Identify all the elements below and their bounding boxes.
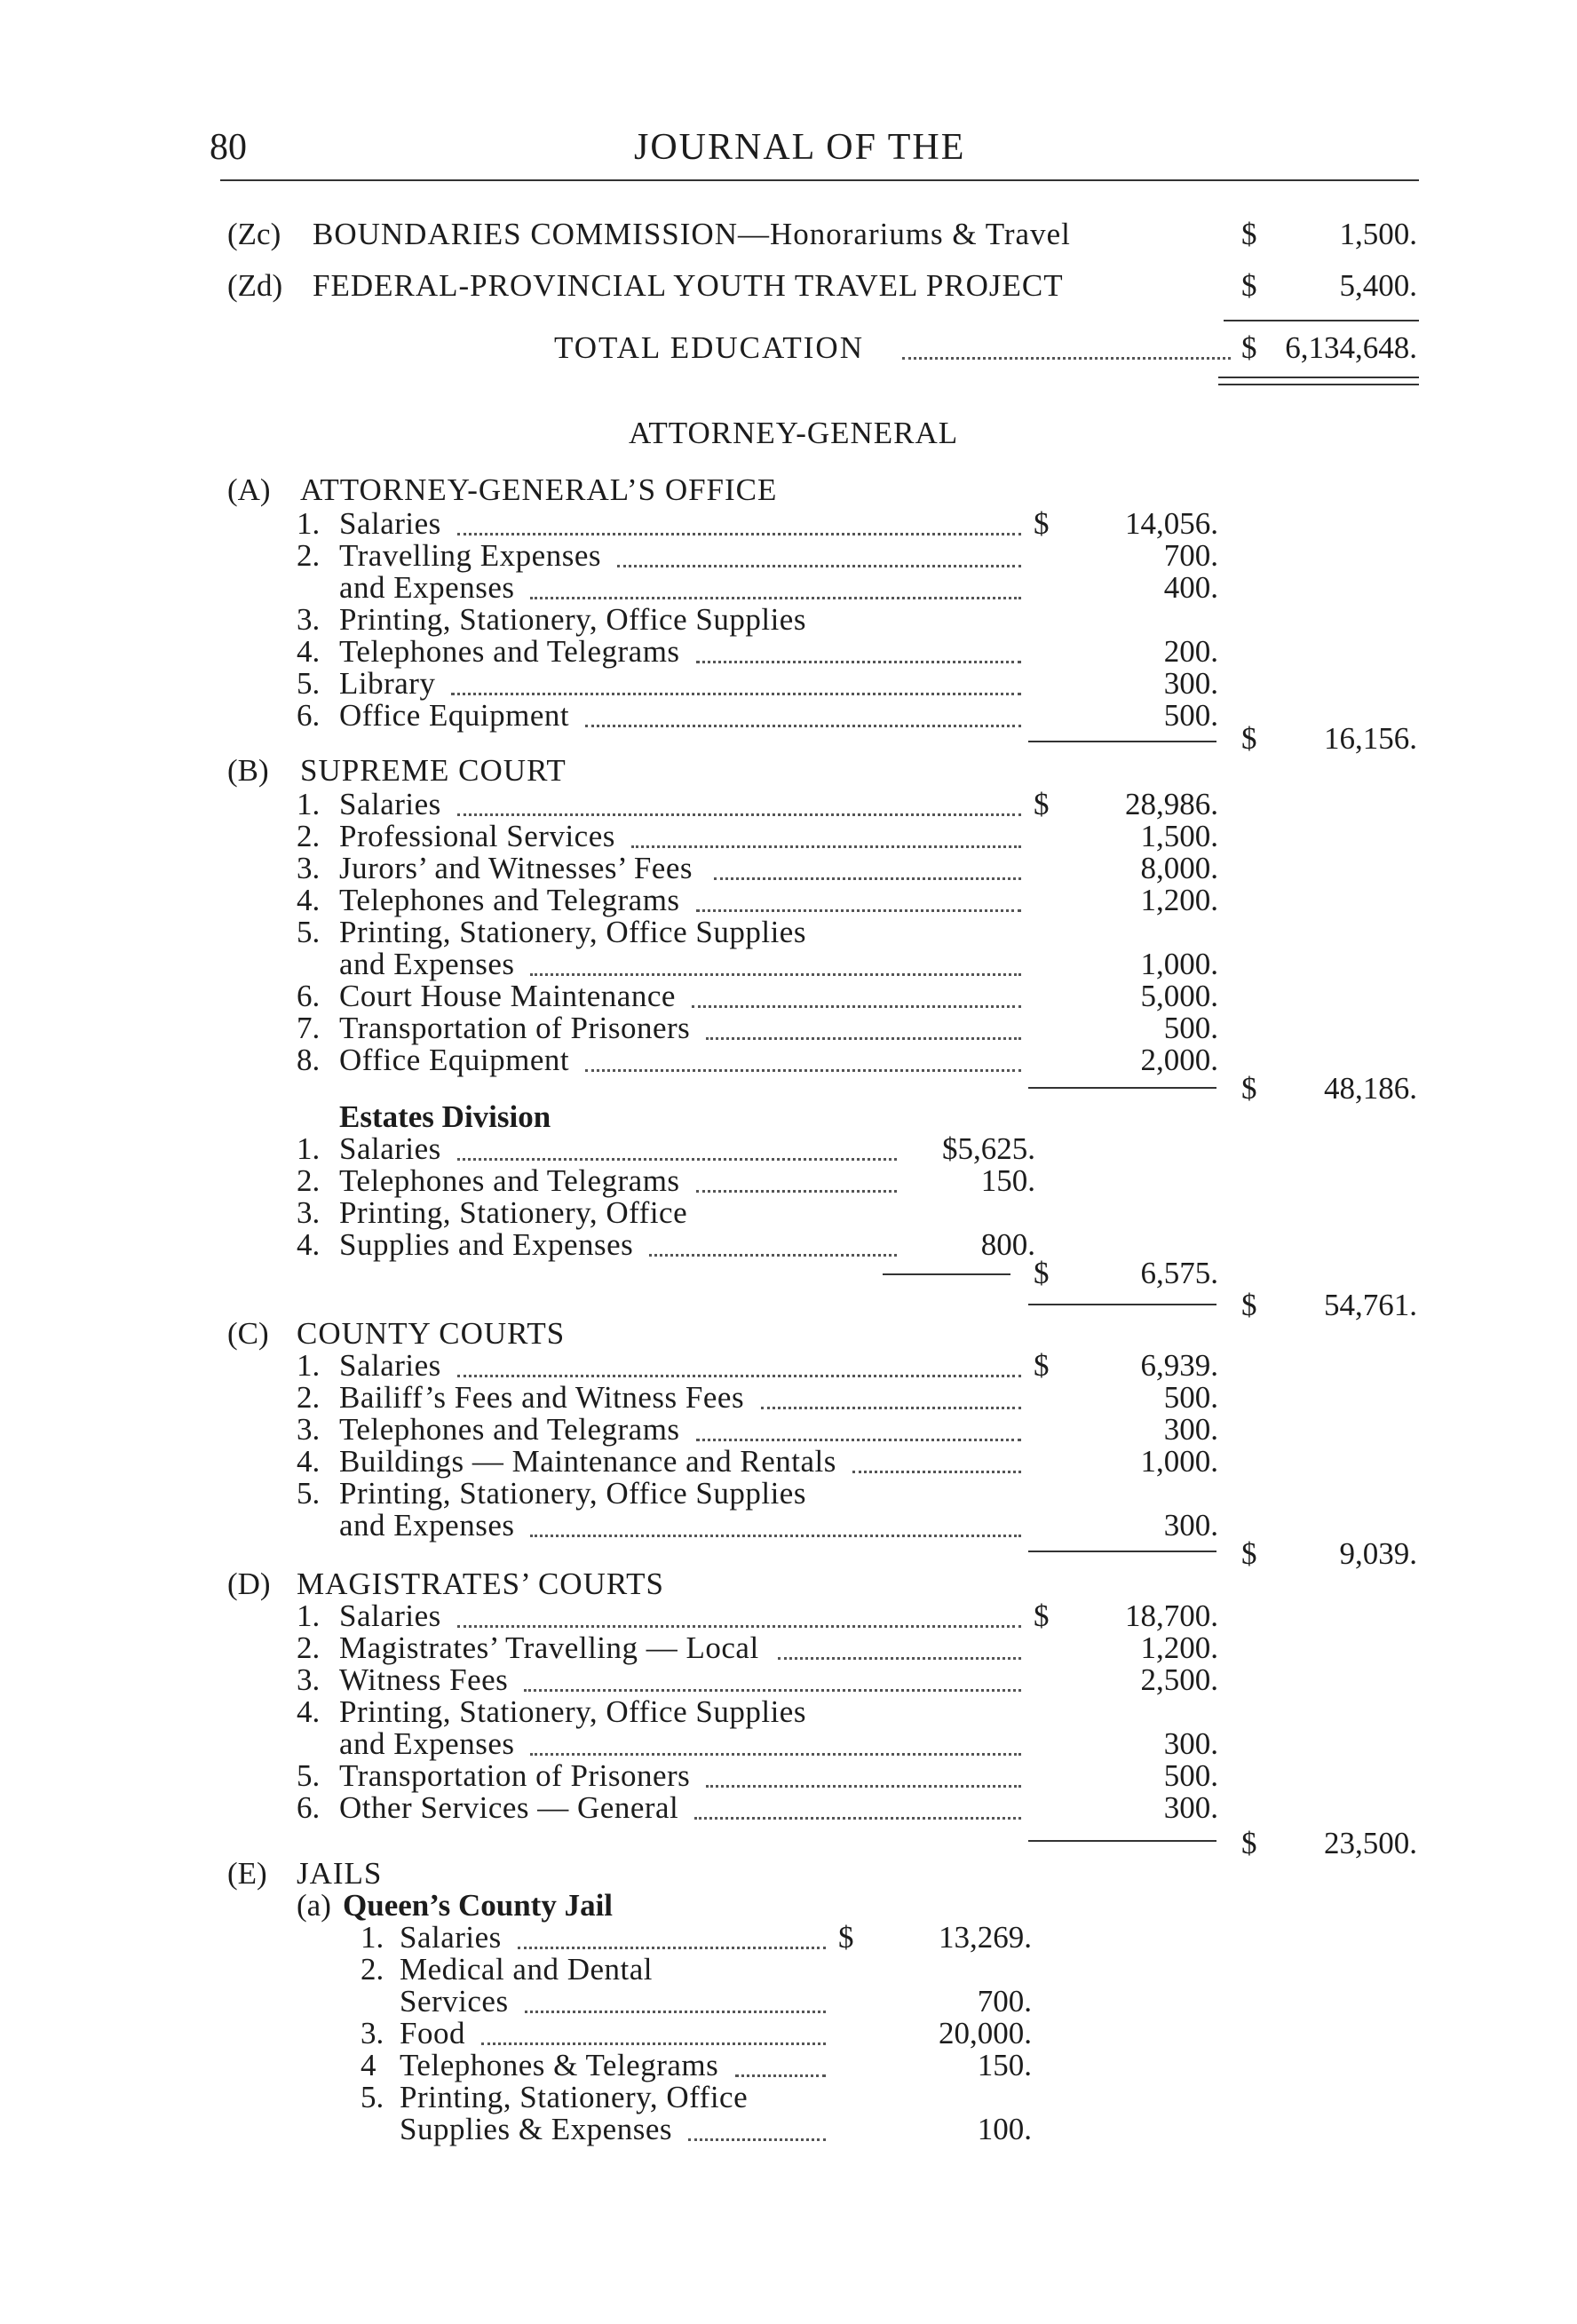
dot-leader	[457, 1375, 1021, 1377]
line-item-amount: 1,000.	[1140, 1444, 1218, 1479]
header-rule	[220, 179, 1419, 181]
line-item-amount: 300.	[1163, 1508, 1218, 1543]
currency-sign: $	[1034, 787, 1050, 821]
section-heading: SUPREME COURT	[300, 753, 567, 788]
line-item-amount: 1,000.	[1140, 947, 1218, 981]
line-item-number: 4.	[297, 634, 321, 669]
line-item-label: Supplies and Expenses	[339, 1227, 634, 1262]
line-item-label: Transportation of Prisoners	[339, 1758, 691, 1793]
dot-leader	[761, 1407, 1021, 1409]
line-item-amount: 700.	[977, 1984, 1032, 2019]
line-item-label: Telephones and Telegrams	[339, 1163, 680, 1198]
line-item-amount: 500.	[1163, 1758, 1218, 1793]
subsection-heading: Queen’s County Jail	[343, 1888, 614, 1923]
line-item-number: 3.	[361, 2016, 384, 2050]
section-total: 48,186.	[1324, 1071, 1417, 1106]
line-item-number: 3.	[297, 1412, 321, 1447]
line-item-label-cont: and Expenses	[339, 947, 515, 981]
dot-leader	[692, 1005, 1021, 1008]
dot-leader	[585, 725, 1021, 727]
line-item-label: Telephones & Telegrams	[400, 2048, 719, 2082]
education-total-rule	[1224, 320, 1419, 321]
line-item-label: Printing, Stationery, Office	[339, 1195, 688, 1230]
page-number: 80	[210, 127, 247, 168]
line-item-number: 4	[361, 2048, 376, 2082]
section-code: (E)	[227, 1856, 267, 1891]
line-item-number: 4.	[297, 1444, 321, 1479]
supreme-court-grand-total: 54,761.	[1324, 1288, 1417, 1322]
line-item-number: 3.	[297, 851, 321, 885]
currency-sign: $	[1034, 1598, 1050, 1633]
line-item-amount: 150.	[980, 1163, 1035, 1198]
dot-leader	[451, 693, 1021, 695]
line-item-label: Witness Fees	[339, 1662, 509, 1697]
line-item-amount: 8,000.	[1140, 851, 1218, 885]
line-item-number: 2.	[297, 819, 321, 853]
dot-leader	[778, 1657, 1021, 1660]
currency-sign: $	[1034, 1348, 1050, 1383]
line-item-number: 4.	[297, 883, 321, 917]
line-item-amount: 150.	[977, 2048, 1032, 2082]
dot-leader	[696, 1439, 1021, 1441]
line-item-amount: 6,939.	[1140, 1348, 1218, 1383]
section-title: ATTORNEY-GENERAL	[629, 416, 959, 450]
dot-leader	[694, 1817, 1021, 1820]
line-item-label: Printing, Stationery, Office	[400, 2080, 749, 2114]
line-item-label: Printing, Stationery, Office Supplies	[339, 1694, 806, 1729]
dot-leader	[524, 1689, 1021, 1692]
dot-leader	[457, 1625, 1021, 1628]
line-item-amount: 300.	[1163, 1412, 1218, 1447]
currency-sign: $	[1034, 506, 1050, 541]
line-item-number: 8.	[297, 1043, 321, 1077]
dot-leader	[696, 1190, 897, 1193]
line-item-label: Salaries	[339, 1598, 441, 1633]
section-total: 23,500.	[1324, 1826, 1417, 1860]
line-item-number: 2.	[297, 1163, 321, 1198]
line-item-amount: 500.	[1163, 1380, 1218, 1415]
line-item-amount: 300.	[1163, 666, 1218, 701]
line-item-amount: 1,500.	[1140, 819, 1218, 853]
line-item-label: Food	[400, 2016, 465, 2050]
line-item-label: Salaries	[339, 1348, 441, 1383]
line-item-label: Other Services — General	[339, 1790, 679, 1825]
line-item-amount: 300.	[1163, 1726, 1218, 1761]
dot-leader	[696, 661, 1021, 663]
section-code: (D)	[227, 1567, 271, 1601]
line-item-label-cont: Services	[400, 1984, 509, 2019]
line-item-amount: 800.	[980, 1227, 1035, 1262]
dot-leader	[585, 1069, 1021, 1072]
dot-leader	[735, 2074, 826, 2077]
line-item-number: 5.	[297, 1476, 321, 1511]
dot-leader	[457, 533, 1021, 535]
section-heading: JAILS	[297, 1856, 383, 1891]
dot-leader	[530, 973, 1021, 976]
line-item-label: Professional Services	[339, 819, 615, 853]
line-item-amount: 200.	[1163, 634, 1218, 669]
line-item-label: Salaries	[400, 1920, 502, 1955]
line-item-number: 2.	[297, 1630, 321, 1665]
line-item-label: Office Equipment	[339, 698, 570, 733]
line-item-label: Telephones and Telegrams	[339, 1412, 680, 1447]
line-item-number: 5.	[297, 915, 321, 949]
line-item-label: Court House Maintenance	[339, 979, 676, 1013]
line-item-label: Telephones and Telegrams	[339, 883, 680, 917]
line-item-amount: 1,200.	[1140, 1630, 1218, 1665]
dot-leader	[688, 2138, 826, 2141]
line-item-label: Salaries	[339, 1131, 441, 1166]
running-title: JOURNAL OF THE	[634, 127, 966, 168]
line-item-label: Travelling Expenses	[339, 538, 601, 573]
dot-leader	[649, 1254, 897, 1257]
line-item-label: Printing, Stationery, Office Supplies	[339, 1476, 806, 1511]
dot-leader	[631, 845, 1021, 848]
line-item-number: 3.	[297, 1195, 321, 1230]
line-item-number: 4.	[297, 1227, 321, 1262]
section-heading: ATTORNEY-GENERAL’S OFFICE	[300, 472, 778, 507]
line-item-number: 2.	[361, 1952, 384, 1987]
line-item-label: Salaries	[339, 506, 441, 541]
line-item-number: 1.	[297, 1131, 321, 1166]
line-item-amount: 400.	[1163, 570, 1218, 605]
line-item-amount: $5,625.	[942, 1131, 1035, 1166]
line-item-number: 1.	[297, 506, 321, 541]
section-total: 9,039.	[1339, 1536, 1417, 1571]
dot-leader	[518, 1947, 826, 1949]
section-code: (C)	[227, 1316, 269, 1351]
line-item-number: 5.	[361, 2080, 384, 2114]
dot-leader	[696, 909, 1021, 912]
section-code: (B)	[227, 753, 269, 788]
dot-leader	[481, 2042, 826, 2045]
line-item-label: Bailiff’s Fees and Witness Fees	[339, 1380, 745, 1415]
line-item-label: Medical and Dental	[400, 1952, 654, 1987]
line-item-amount: 2,000.	[1140, 1043, 1218, 1077]
section-code: (A)	[227, 472, 271, 507]
line-item-amount: 500.	[1163, 1011, 1218, 1045]
dot-leader	[714, 877, 1021, 880]
line-item-label-cont: and Expenses	[339, 1726, 515, 1761]
dot-leader	[530, 1753, 1021, 1756]
line-item-number: 3.	[297, 1662, 321, 1697]
dot-leader	[530, 1535, 1021, 1537]
line-item-label-cont: and Expenses	[339, 570, 515, 605]
line-item-label: Transportation of Prisoners	[339, 1011, 691, 1045]
line-item-number: 2.	[297, 538, 321, 573]
line-item-amount: 28,986.	[1125, 787, 1218, 821]
line-item-label: Buildings — Maintenance and Rentals	[339, 1444, 836, 1479]
line-item-amount: 18,700.	[1125, 1598, 1218, 1633]
line-item-amount: 100.	[977, 2112, 1032, 2146]
line-item-number: 7.	[297, 1011, 321, 1045]
estates-heading: Estates Division	[339, 1099, 551, 1134]
estates-total: 6,575.	[1140, 1256, 1218, 1290]
line-item-label: Office Equipment	[339, 1043, 570, 1077]
line-item-number: 6.	[297, 698, 321, 733]
line-item-number: 1.	[297, 787, 321, 821]
double-rule-bottom	[1218, 384, 1419, 385]
line-item-amount: 500.	[1163, 698, 1218, 733]
line-item-label: Telephones and Telegrams	[339, 634, 680, 669]
dot-leader	[617, 565, 1021, 567]
currency-sign: $	[838, 1920, 854, 1955]
double-rule-top	[1218, 377, 1419, 378]
line-item-number: 1.	[361, 1920, 384, 1955]
dot-leader	[457, 1158, 897, 1161]
line-item-label: Printing, Stationery, Office Supplies	[339, 915, 806, 949]
line-item-label-cont: and Expenses	[339, 1508, 515, 1543]
line-item-amount: 14,056.	[1125, 506, 1218, 541]
line-item-label: Magistrates’ Travelling — Local	[339, 1630, 759, 1665]
line-item-number: 6.	[297, 979, 321, 1013]
section-heading: MAGISTRATES’ COURTS	[297, 1567, 664, 1601]
dot-leader	[852, 1471, 1021, 1473]
dot-leader	[706, 1785, 1021, 1788]
section-total: 16,156.	[1324, 721, 1417, 756]
dot-leader	[457, 813, 1021, 816]
line-item-label: Printing, Stationery, Office Supplies	[339, 602, 806, 637]
line-item-label: Jurors’ and Witnesses’ Fees	[339, 851, 693, 885]
line-item-number: 6.	[297, 1790, 321, 1825]
dot-leader	[706, 1037, 1021, 1040]
dot-leader	[530, 597, 1021, 599]
line-item-amount: 5,000.	[1140, 979, 1218, 1013]
dot-leader	[525, 2011, 826, 2013]
line-item-amount: 1,200.	[1140, 883, 1218, 917]
line-item-number: 3.	[297, 602, 321, 637]
line-item-amount: 2,500.	[1140, 1662, 1218, 1697]
line-item-number: 2.	[297, 1380, 321, 1415]
line-item-amount: 300.	[1163, 1790, 1218, 1825]
line-item-label: Library	[339, 666, 436, 701]
line-item-label-cont: Supplies & Expenses	[400, 2112, 672, 2146]
line-item-label: Salaries	[339, 787, 441, 821]
section-heading: COUNTY COURTS	[297, 1316, 566, 1351]
line-item-amount: 13,269.	[939, 1920, 1032, 1955]
line-item-number: 5.	[297, 666, 321, 701]
line-item-number: 4.	[297, 1694, 321, 1729]
line-item-number: 1.	[297, 1598, 321, 1633]
line-item-number: 5.	[297, 1758, 321, 1793]
line-item-number: 1.	[297, 1348, 321, 1383]
line-item-amount: 20,000.	[939, 2016, 1032, 2050]
line-item-amount: 700.	[1163, 538, 1218, 573]
